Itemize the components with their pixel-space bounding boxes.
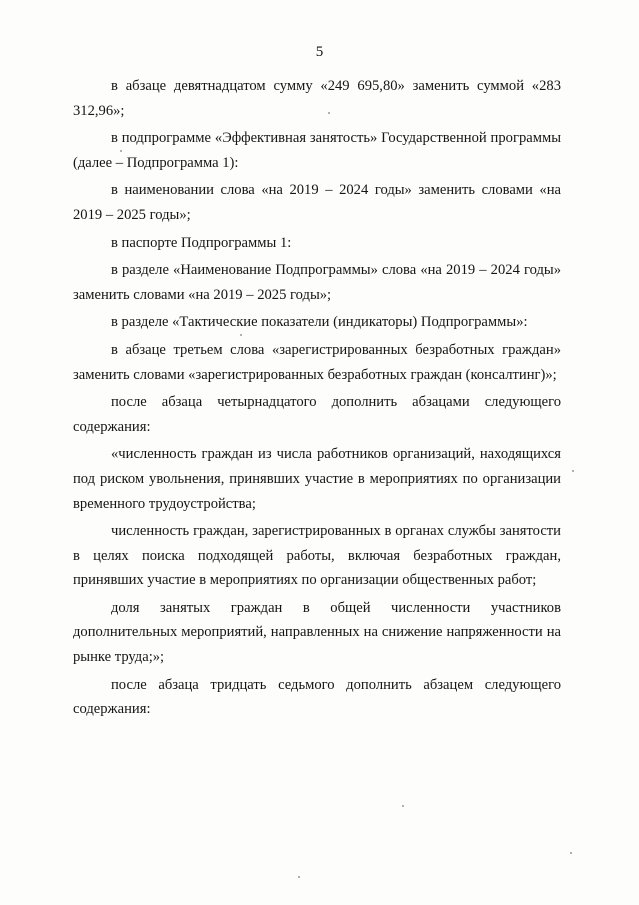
paragraph-1: в абзаце девятнадцатом сумму «249 695,80» заменить суммой «283 312,96»; bbox=[73, 78, 561, 119]
paragraph-9: «численность граждан из числа работников организаций, находящихся под риском увольнения, принявших участие в мероприятиях по организации временного трудоустройства; bbox=[73, 446, 561, 512]
paragraph-7: в абзаце третьем слова «зарегистрированных безработных граждан» заменить словами «зарегистрированных безработных граждан (консалтинг)»; bbox=[73, 341, 561, 383]
paragraph-8: после абзаца четырнадцатого дополнить абзацами следующего содержания: bbox=[73, 394, 561, 435]
scan-speck bbox=[570, 852, 572, 854]
paragraph-4: в паспорте Подпрограммы 1: bbox=[111, 234, 292, 251]
scan-speck bbox=[240, 334, 242, 336]
page-number: 5 bbox=[315, 44, 324, 60]
scan-speck bbox=[402, 805, 404, 807]
scan-speck bbox=[572, 470, 574, 472]
paragraph-3: в наименовании слова «на 2019 – 2024 годы» заменить словами «на 2019 – 2025 годы»; bbox=[73, 182, 561, 223]
paragraph-12: после абзаца тридцать седьмого дополнить абзацем следующего содержания: bbox=[73, 676, 561, 718]
paragraph-6: в разделе «Тактические показатели (индикаторы) Подпрограммы»: bbox=[111, 314, 528, 331]
paragraph-10: численность граждан, зарегистрированных в органах службы занятости в целях поиска подходящей работы, включая безработных граждан, принявших участие в мероприятиях по организации общественных работ; bbox=[73, 523, 561, 589]
paragraph-11: доля занятых граждан в общей численности участников дополнительных мероприятий, направленных на снижение напряженности на рынке труда;»; bbox=[73, 599, 561, 666]
document-body bbox=[73, 74, 561, 725]
paragraph-2: в подпрограмме «Эффективная занятость» Государственной программы (далее – Подпрограмма 1): bbox=[73, 130, 561, 171]
scan-speck bbox=[120, 150, 122, 152]
scan-speck bbox=[298, 876, 300, 878]
scan-speck bbox=[328, 112, 330, 114]
paragraph-5: в разделе «Наименование Подпрограммы» слова «на 2019 – 2024 годы» заменить словами «на 2019 – 2025 годы»; bbox=[73, 262, 561, 303]
